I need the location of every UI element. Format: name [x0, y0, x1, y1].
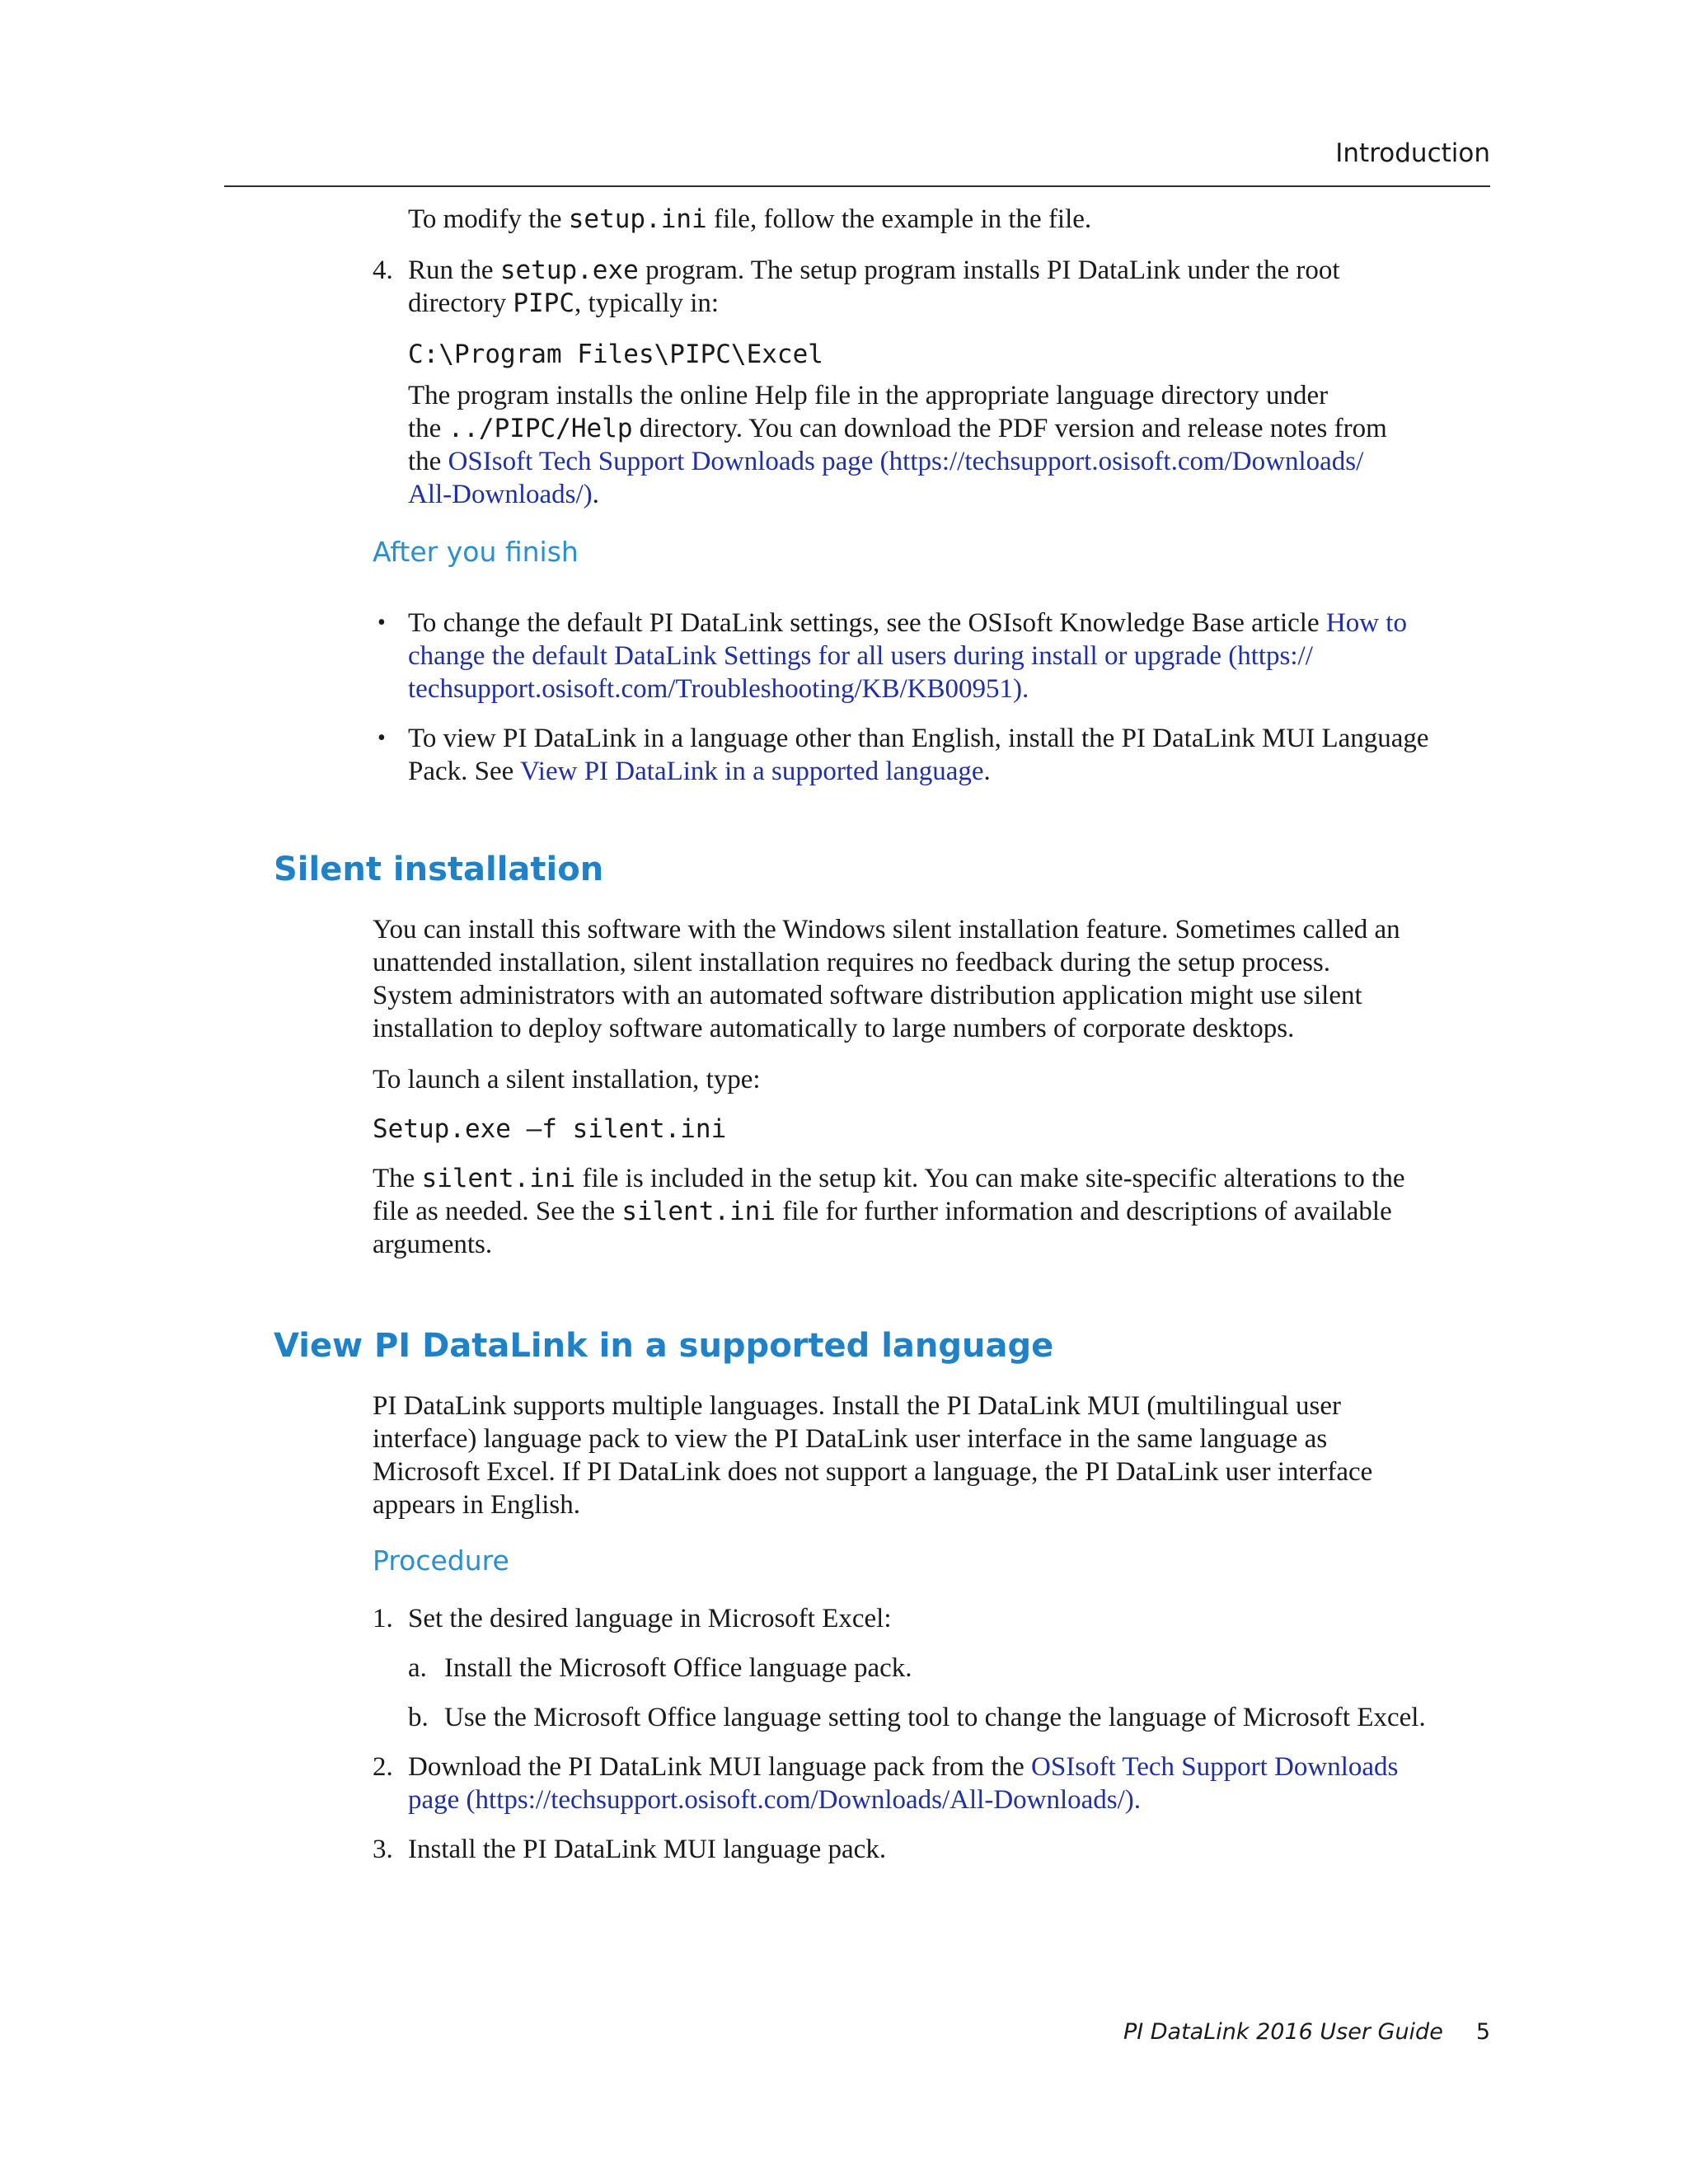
- text: directory: [408, 288, 513, 318]
- page-footer: [1123, 2019, 1490, 2045]
- downloads-link[interactable]: OSIsoft Tech Support Downloads page (https://techsupport.osisoft.com/Downloads/: [448, 447, 1364, 476]
- step-number: 1.: [373, 1604, 393, 1633]
- step-number: 2.: [373, 1752, 393, 1782]
- code-setup-exe: setup.exe: [499, 255, 639, 285]
- downloads-link[interactable]: OSIsoft Tech Support Downloads: [1031, 1752, 1399, 1782]
- text: Pack. See: [408, 757, 520, 786]
- text-line: System administrators with an automated software distribution application might use silent: [373, 981, 1362, 1010]
- text: file for further information and descriptions of available: [776, 1197, 1392, 1226]
- code-setup-ini: setup.ini: [568, 204, 707, 234]
- footer-title: PI DataLink 2016 User Guide: [1123, 2019, 1443, 2045]
- launch-text: To launch a silent installation, type:: [373, 1065, 761, 1094]
- step-number: 3.: [373, 1835, 393, 1864]
- text-line: [408, 755, 1429, 788]
- text-line: [373, 1162, 1404, 1195]
- text: Run the: [408, 255, 500, 285]
- code-pipc: PIPC: [513, 288, 575, 318]
- text-line: installation to deploy software automatically to large numbers of corporate desktops.: [373, 1014, 1295, 1043]
- substep-b: Use the Microsoft Office language setting tool to change the language of Microsoft Excel.: [444, 1703, 1426, 1732]
- text: the: [408, 447, 448, 476]
- text: file is included in the setup kit. You can make site-specific alterations to the: [575, 1164, 1405, 1193]
- language-section-link[interactable]: View PI DataLink in a supported language: [519, 757, 984, 786]
- bullet-icon: •: [377, 610, 386, 635]
- kb-link[interactable]: How to: [1325, 608, 1407, 638]
- after-finish-heading: After you finish: [373, 536, 579, 568]
- kb-link-cont[interactable]: techsupport.osisoft.com/Troubleshooting/KB/KB00951).: [408, 674, 1029, 704]
- silent-command: Setup.exe –f silent.ini: [373, 1114, 727, 1144]
- silent-paragraph: [373, 913, 1400, 1045]
- bullet-icon: •: [377, 725, 386, 751]
- text-line: [408, 478, 1387, 511]
- text-line: appears in English.: [373, 1490, 581, 1520]
- bullet-item: [408, 722, 1429, 788]
- text-line: interface) language pack to view the PI DataLink user interface in the same language as: [373, 1424, 1328, 1454]
- code-silent-ini: silent.ini: [421, 1164, 576, 1193]
- text: .: [983, 757, 991, 786]
- substep-a: Install the Microsoft Office language pack.: [444, 1653, 912, 1683]
- procedure-heading: Procedure: [373, 1544, 509, 1577]
- downloads-link-cont[interactable]: page (https://techsupport.osisoft.com/Downloads/All-Downloads/).: [408, 1785, 1142, 1815]
- text: .: [592, 480, 599, 509]
- silent-ini-paragraph: [373, 1162, 1404, 1261]
- code-silent-ini: silent.ini: [621, 1197, 776, 1226]
- running-header: Introduction: [1335, 138, 1490, 168]
- text-line: You can install this software with the Windows silent installation feature. Sometimes called an: [373, 915, 1400, 944]
- step-2: [408, 1750, 1398, 1816]
- header-rule: [224, 185, 1490, 187]
- step-1: Set the desired language in Microsoft Excel:: [408, 1604, 892, 1633]
- text-line: [408, 445, 1387, 478]
- text: file, follow the example in the file.: [706, 204, 1092, 234]
- language-paragraph: [373, 1390, 1372, 1521]
- step-4-line-2: [408, 287, 719, 320]
- install-path: C:\Program Files\PIPC\Excel: [408, 340, 823, 369]
- modify-paragraph: [408, 203, 1091, 236]
- downloads-link-cont[interactable]: All-Downloads/): [408, 480, 593, 509]
- text-line: [373, 1195, 1404, 1228]
- silent-installation-heading: Silent installation: [274, 851, 604, 888]
- text-line: [408, 1750, 1398, 1783]
- text: Download the PI DataLink MUI language pack from the: [408, 1752, 1032, 1782]
- text-line: PI DataLink supports multiple languages. Install the PI DataLink MUI (multilingual user: [373, 1391, 1341, 1421]
- text-line: The program installs the online Help file in the appropriate language directory under: [408, 381, 1329, 410]
- text-line: arguments.: [373, 1230, 493, 1259]
- text-line: [408, 607, 1407, 640]
- text: program. The setup program installs PI DataLink under the root: [638, 255, 1340, 285]
- substep-letter: a.: [408, 1653, 427, 1683]
- step-4-line-1: [408, 254, 1340, 287]
- text-line: Microsoft Excel. If PI DataLink does not support a language, the PI DataLink user interface: [373, 1457, 1373, 1487]
- text-line: [408, 412, 1387, 445]
- text: directory. You can download the PDF version and release notes from: [632, 414, 1387, 443]
- code-help-dir: ../PIPC/Help: [448, 414, 633, 443]
- text-line: To view PI DataLink in a language other than English, install the PI DataLink MUI Language: [408, 724, 1429, 753]
- text: To modify the: [408, 204, 569, 234]
- help-paragraph: [408, 379, 1387, 511]
- substep-letter: b.: [408, 1703, 429, 1732]
- text: file as needed. See the: [373, 1197, 622, 1226]
- language-heading: View PI DataLink in a supported language: [274, 1327, 1054, 1365]
- kb-link-cont[interactable]: change the default DataLink Settings for all users during install or upgrade (https://: [408, 641, 1313, 671]
- text: , typically in:: [574, 288, 720, 318]
- text: To change the default PI DataLink settings, see the OSIsoft Knowledge Base article: [408, 608, 1326, 638]
- bullet-item: [408, 607, 1407, 705]
- text-line: unattended installation, silent installation requires no feedback during the setup process.: [373, 948, 1331, 977]
- step-3: Install the PI DataLink MUI language pack.: [408, 1835, 887, 1864]
- text: the: [408, 414, 448, 443]
- step-number: 4.: [373, 255, 393, 285]
- page-number: 5: [1475, 2019, 1490, 2045]
- text: The: [373, 1164, 422, 1193]
